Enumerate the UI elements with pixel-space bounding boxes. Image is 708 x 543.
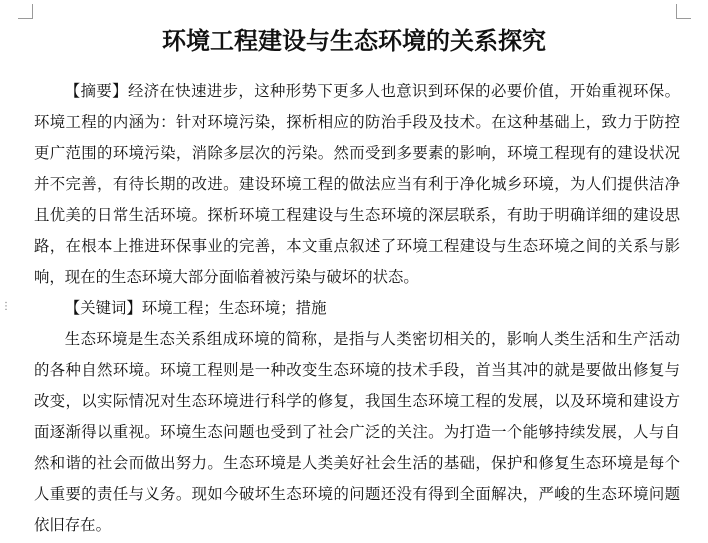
keywords-paragraph — [34, 293, 680, 324]
margin-handle-icon[interactable]: ⋮ — [1, 301, 11, 312]
abstract-text: 经济在快速进步，这种形势下更多人也意识到环保的必要价值，开始重视环保。环境工程的内涵为：针对环境污染，探析相应的防治手段及技术。在这种基础上，致力于防控更广范围的环境污染，消除多层次的污染。然而受到多要素的影响，环境工程现有的建设状况并不完善，有待长期的改进。建设环境工程的做法应当有利于净化城乡环境，为人们提供洁净且优美的日常生活环境。探析环境工程建设与生态环境的深层联系，有助于明确详细的建设思路，在根本上推进环保事业的完善，本文重点叙述了环境工程建设与生态环境之间的关系与影响，现在的生态环境大部分面临着被污染与破坏的状态。 — [34, 82, 680, 286]
crop-mark-top-left — [18, 4, 33, 19]
document-body — [34, 76, 680, 541]
body-paragraph: 生态环境是生态关系组成环境的简称，是指与人类密切相关的，影响人类生活和生产活动的各种自然环境。环境工程则是一种改变生态环境的技术手段，首当其冲的就是要做出修复与改变，以实际情况对生态环境进行科学的修复，我国生态环境工程的发展，以及环境和建设方面逐渐得以重视。环境生态问题也受到了社会广泛的关注。为打造一个能够持续发展，人与自然和谐的社会而做出努力。生态环境是人类美好社会生活的基础，保护和修复生态环境是每个人重要的责任与义务。现如今破坏生态环境的问题还没有得到全面解决，严峻的生态环境问题依旧存在。 — [34, 330, 680, 534]
keywords-label: 【关键词】 — [64, 299, 142, 317]
abstract-paragraph — [34, 76, 680, 293]
keywords-text: 环境工程；生态环境；措施 — [141, 299, 327, 317]
document-title: 环境工程建设与生态环境的关系探究 — [162, 26, 546, 55]
crop-mark-top-right — [676, 4, 691, 19]
abstract-label: 【摘要】 — [64, 82, 128, 100]
